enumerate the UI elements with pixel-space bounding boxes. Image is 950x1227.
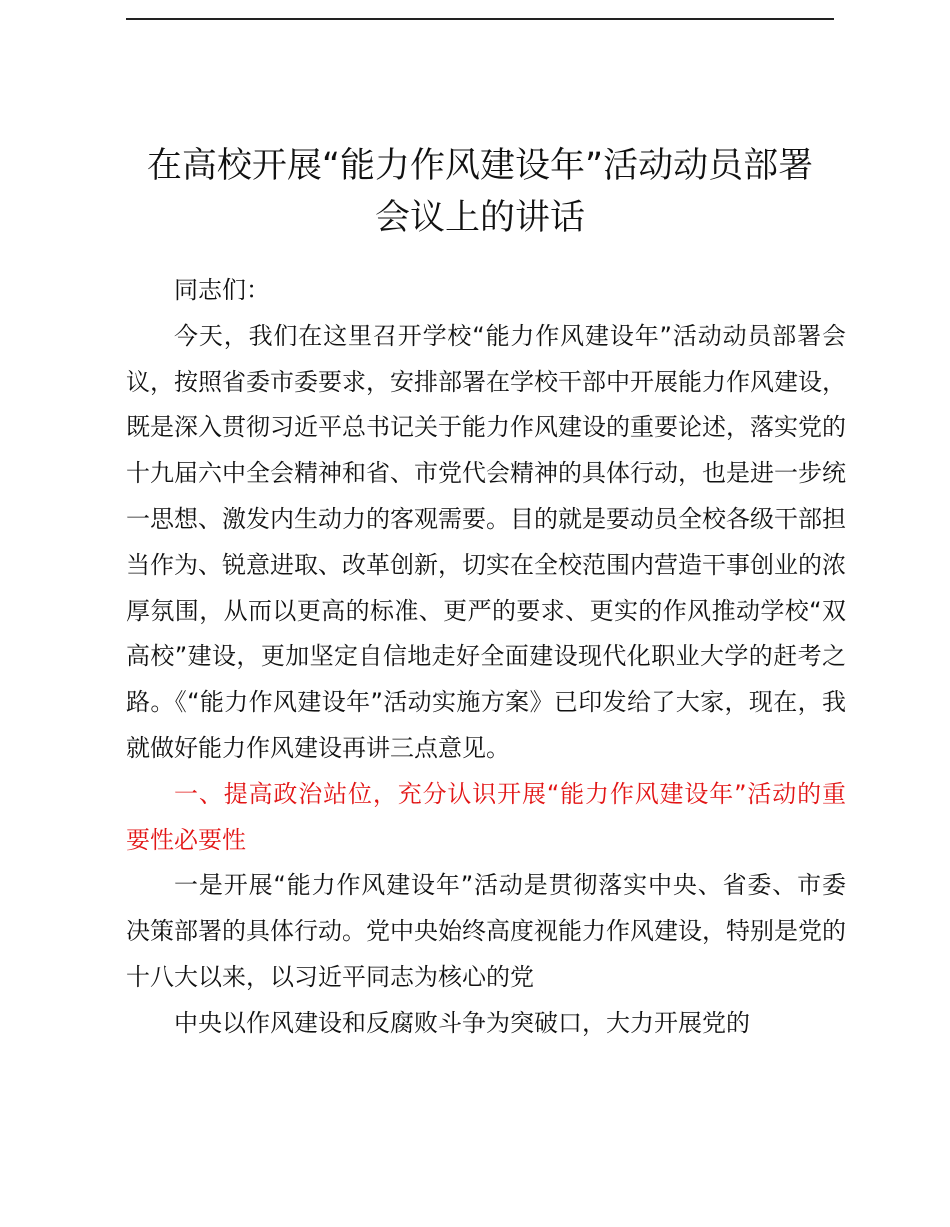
section-1-paragraph-2: 中央以作风建设和反腐败斗争为突破口，大力开展党的 <box>174 1008 750 1037</box>
section-1-paragraph-1: 一是开展“能力作风建设年”活动是贯彻落实中央、省委、市委决策部署的具体行动。党中央始终高度视能力作风建设，特别是党的十八大以来，以习近平同志为核心的党 <box>126 871 846 991</box>
header-rule <box>126 18 834 20</box>
intro-paragraph: 今天，我们在这里召开学校“能力作风建设年”活动动员部署会议，按照省委市委要求，安排部署在学校干部中开展能力作风建设，既是深入贯彻习近平总书记关于能力作风建设的重要论述，落实党的十九届六中全会精神和省、市党代会精神的具体行动，也是进一步统一思想、激发内生动力的客观需要。目的就是要动员全校各级干部担当作为、锐意进取、改革创新，切实在全校范围内营造干事创业的浓厚氛围，从而以更高的标准、更严的要求、更实的作风推动学校“双高校”建设，更加坚定自信地走好全面建设现代化职业大学的赶考之路。《“能力作风建设年”活动实施方案》已印发给了大家，现在，我就做好能力作风建设再讲三点意见。 <box>126 321 846 762</box>
document-title <box>110 140 850 244</box>
salutation: 同志们： <box>174 276 270 304</box>
document-body <box>126 268 846 1047</box>
title-line-1: 在高校开展“能力作风建设年”活动动员部署 <box>146 146 814 186</box>
title-line-2: 会议上的讲话 <box>374 198 585 238</box>
section-1-heading: 一、提高政治站位，充分认识开展“能力作风建设年”活动的重要性必要性 <box>126 779 846 854</box>
